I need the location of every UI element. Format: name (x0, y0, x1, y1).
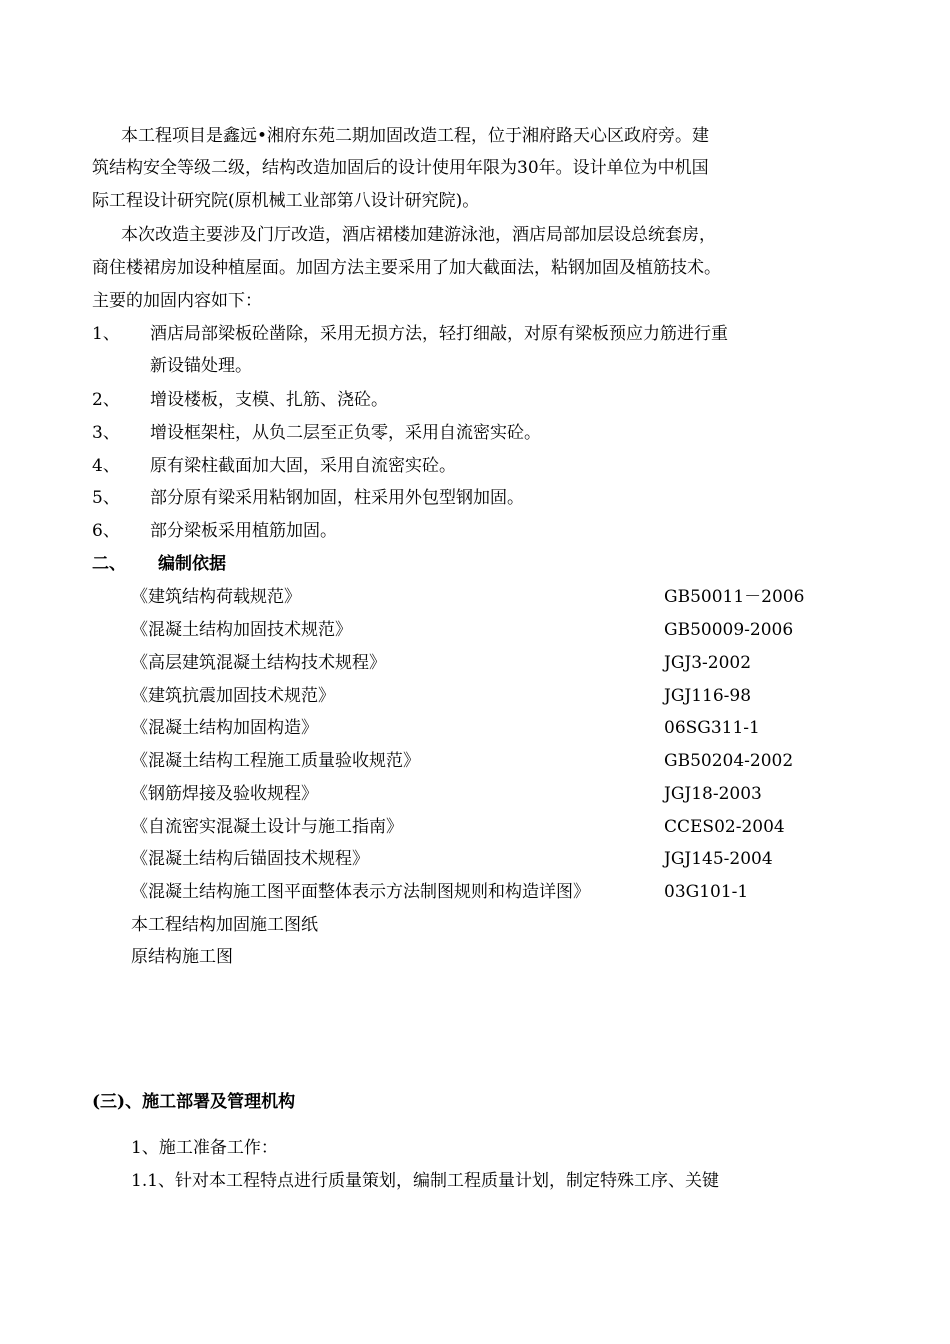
reference-title: 《混凝土结构后锚固技术规程》 (131, 849, 369, 869)
list-item-text: 部分梁板采用植筋加固。 (150, 521, 337, 541)
list-item-text: 酒店局部梁板砼凿除，采用无损方法，轻打细敲，对原有梁板预应力筋进行重 (150, 324, 728, 344)
reference-extra: 本工程结构加固施工图纸 (131, 915, 318, 935)
reference-code: CCES02-2004 (664, 817, 785, 837)
section-number: 二、 (92, 554, 126, 574)
reference-title: 《混凝土结构施工图平面整体表示方法制图规则和构造详图》 (131, 882, 590, 902)
reference-code: JGJ3-2002 (664, 653, 752, 673)
reference-title: 《混凝土结构加固技术规范》 (131, 620, 352, 640)
reference-code: 03G101-1 (664, 882, 749, 902)
reference-code: GB50204-2002 (664, 751, 794, 771)
list-item (92, 323, 822, 345)
list-item (92, 422, 822, 444)
list-item-text: 增设框架柱，从负二层至正负零，采用自流密实砼。 (150, 423, 541, 443)
list-item (92, 520, 822, 542)
intro-p1-line2: 筑结构安全等级二级，结构改造加固后的设计使用年限为30年。设计单位为中机国 (92, 158, 709, 178)
reference-row (131, 717, 831, 739)
reference-title: 《混凝土结构加固构造》 (131, 718, 318, 738)
reference-row (131, 685, 831, 707)
section-heading-3: (三)、施工部署及管理机构 (92, 1092, 296, 1112)
section-title: 编制依据 (158, 554, 226, 574)
list-item-number: 3、 (92, 423, 120, 443)
reference-code: JGJ18-2003 (664, 784, 762, 804)
intro-p1-line1: 本工程项目是鑫远•湘府东苑二期加固改造工程，位于湘府路天心区政府旁。建 (121, 126, 710, 146)
list-item (92, 487, 822, 509)
reference-title: 《混凝土结构工程施工质量验收规范》 (131, 751, 420, 771)
reference-code: GB50009-2006 (664, 620, 794, 640)
reference-title: 《高层建筑混凝土结构技术规程》 (131, 653, 386, 673)
reference-code: GB50011－2006 (664, 587, 805, 607)
list-item-text: 部分原有梁采用粘钢加固，柱采用外包型钢加固。 (150, 488, 524, 508)
reference-row (131, 848, 831, 870)
subsection-title: 1、施工准备工作： (131, 1138, 278, 1158)
intro-p1-line3: 际工程设计研究院(原机械工业部第八设计研究院)。 (92, 191, 480, 211)
reference-row (131, 881, 831, 903)
list-item-number: 5、 (92, 488, 120, 508)
reference-row (131, 652, 831, 674)
intro-p2-line3: 主要的加固内容如下： (92, 291, 262, 311)
section-heading (92, 553, 492, 575)
reference-row (131, 750, 831, 772)
list-item (92, 455, 822, 477)
intro-p2-line1: 本次改造主要涉及门厅改造，酒店裙楼加建游泳池，酒店局部加层设总统套房， (121, 225, 716, 245)
reference-row (131, 783, 831, 805)
list-item-text: 原有梁柱截面加大固，采用自流密实砼。 (150, 456, 456, 476)
reference-row (131, 586, 831, 608)
intro-p2-line2: 商住楼裙房加设种植屋面。加固方法主要采用了加大截面法，粘钢加固及植筋技术。 (92, 258, 721, 278)
reference-title: 《建筑抗震加固技术规范》 (131, 686, 335, 706)
reference-title: 《钢筋焊接及验收规程》 (131, 784, 318, 804)
reference-extra: 原结构施工图 (131, 947, 233, 967)
reference-row (131, 619, 831, 641)
reference-code: JGJ145-2004 (664, 849, 773, 869)
reference-title: 《建筑结构荷载规范》 (131, 587, 301, 607)
reference-code: 06SG311-1 (664, 718, 760, 738)
list-item-number: 6、 (92, 521, 120, 541)
reference-code: JGJ116-98 (664, 686, 752, 706)
reference-title: 《自流密实混凝土设计与施工指南》 (131, 817, 403, 837)
list-item (92, 389, 822, 411)
subsection-text: 1.1、针对本工程特点进行质量策划，编制工程质量计划，制定特殊工序、关键 (131, 1171, 720, 1191)
list-item-number: 1、 (92, 324, 120, 344)
list-item-text-continued: 新设锚处理。 (150, 356, 252, 376)
list-item-number: 2、 (92, 390, 120, 410)
reference-row (131, 816, 831, 838)
list-item-number: 4、 (92, 456, 120, 476)
list-item-text: 增设楼板，支模、扎筋、浇砼。 (150, 390, 388, 410)
